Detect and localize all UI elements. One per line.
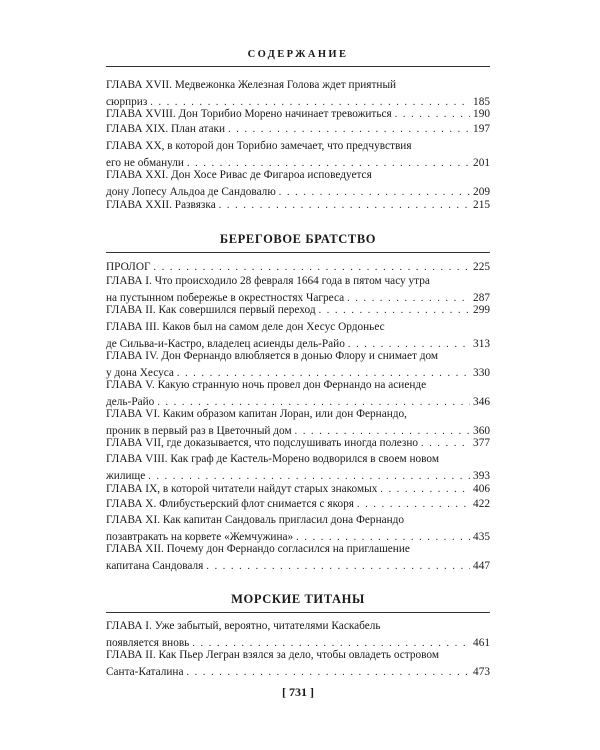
section-title: БЕРЕГОВОЕ БРАТСТВО: [219, 232, 377, 246]
entry-page-number: 190: [473, 108, 490, 120]
leader-dots: [219, 197, 470, 214]
entry-title-line: ГЛАВА III. Каков был на самом деле дон Хесус Ордоньес: [106, 321, 385, 333]
toc-entry[interactable]: [106, 451, 490, 485]
entry-title-line: ГЛАВА I. Уже забытый, вероятно, читателями Каскабель: [106, 620, 381, 632]
page-header: СОДЕРЖАНИЕ: [247, 49, 349, 60]
entry-title-cont: Санта-Каталина: [106, 666, 184, 678]
leader-dots: [206, 558, 470, 575]
toc-entry[interactable]: [106, 647, 490, 681]
toc-entry[interactable]: [106, 541, 490, 575]
toc-page: [106, 0, 490, 750]
entry-title-line: ГЛАВА VIII. Как граф де Кастель-Морено водворился в своем новом: [106, 453, 439, 465]
entry-title-cont: сюрприз: [106, 96, 148, 108]
entry-title-line: ГЛАВА IV. Дон Фернандо влюбляется в донью Флору и снимает дом: [106, 350, 439, 362]
entry-title: ПРОЛОГ: [106, 261, 151, 273]
entry-page-number: 215: [473, 199, 490, 211]
entry-title-cont: дель-Райо: [106, 396, 155, 408]
entry-page-number: 393: [473, 470, 490, 482]
entry-title-cont: появляется вновь: [106, 637, 190, 649]
entry-title-line: ГЛАВА XX, в которой дон Торибио замечает, что предчувствия: [106, 140, 412, 152]
toc-entry[interactable]: [106, 121, 490, 138]
entry-title-line: ГЛАВА I. Что происходило 28 февраля 1664 года в пятом часу утра: [106, 275, 430, 287]
entry-title-cont: жилище: [106, 470, 146, 482]
entry-page-number: 330: [473, 367, 490, 379]
entry-page-number: 313: [473, 338, 490, 350]
entry-title-line: ГЛАВА II. Как Пьер Легран взялся за дело, чтобы овладеть островом: [106, 649, 440, 661]
entry-page-number: 360: [473, 425, 490, 437]
entry-page-number: 197: [473, 123, 490, 135]
toc-entry[interactable]: [106, 496, 490, 513]
toc-entry[interactable]: [106, 302, 490, 319]
entry-page-number: 287: [473, 292, 490, 304]
entry-title-cont: капитана Сандоваля: [106, 560, 204, 572]
leader-dots: [421, 435, 470, 452]
entry-title-cont: де Сильва-и-Кастро, владелец асиенды дель-Райо: [106, 338, 345, 350]
entry-page-number: 209: [473, 186, 490, 198]
entry-page-number: 422: [473, 498, 490, 510]
entry-title-cont: позавтракать на корвете «Жемчужина»: [106, 531, 294, 543]
entry-page-number: 299: [473, 304, 490, 316]
entry-title-line: ГЛАВА XII. Почему дон Фернандо согласился на приглашение: [106, 543, 410, 555]
entry-title-line: ГЛАВА XI. Как капитан Сандоваль пригласил дона Фернандо: [106, 514, 405, 526]
page-number: [ 731 ]: [282, 685, 314, 699]
section-title: МОРСКИЕ ТИТАНЫ: [231, 592, 365, 606]
leader-dots: [357, 496, 470, 513]
entry-page-number: 406: [473, 483, 490, 495]
entry-page-number: 185: [473, 96, 490, 108]
entry-title: ГЛАВА XVIII. Дон Торибио Морено начинает тревожиться: [106, 108, 392, 120]
entry-title: ГЛАВА IX, в которой читатели найдут старых знакомых: [106, 483, 378, 495]
entry-title: ГЛАВА VII, где доказывается, что подслушивать иногда полезно: [106, 437, 419, 449]
section-divider: [106, 252, 490, 253]
entry-title-cont: его не обманули: [106, 157, 184, 169]
entry-page-number: 435: [473, 531, 490, 543]
toc-entry[interactable]: [106, 167, 490, 201]
entry-page-number: 473: [473, 666, 490, 678]
leader-dots: [228, 121, 470, 138]
section-divider: [106, 66, 490, 67]
entry-page-number: 447: [473, 560, 490, 572]
entry-page-number: 346: [473, 396, 490, 408]
leader-dots: [186, 664, 470, 681]
entry-page-number: 377: [473, 437, 490, 449]
entry-title-line: ГЛАВА VI. Каким образом капитан Лоран, или дон Фернандо,: [106, 408, 407, 420]
entry-title-line: ГЛАВА V. Какую странную ночь провел дон Фернандо на асиенде: [106, 379, 427, 391]
section-divider: [106, 612, 490, 613]
entry-title-cont: дону Лопесу Альдоа де Сандовалю: [106, 186, 276, 198]
entry-title-cont: у дона Хесуса: [106, 367, 174, 379]
entry-title: ГЛАВА XXII. Развязка: [106, 199, 216, 211]
entry-title: ГЛАВА XIX. План атаки: [106, 123, 226, 135]
entry-title-cont: проник в первый раз в Цветочный дом: [106, 425, 292, 437]
leader-dots: [319, 302, 470, 319]
entry-page-number: 201: [473, 157, 490, 169]
entry-title-line: ГЛАВА XXI. Дон Хосе Ривас де Фигароа исповедуется: [106, 169, 372, 181]
toc-entry[interactable]: [106, 435, 490, 452]
entry-page-number: 225: [473, 261, 490, 273]
entry-page-number: 461: [473, 637, 490, 649]
entry-title-line: ГЛАВА XVII. Медвежонка Железная Голова ждет приятный: [106, 79, 397, 91]
entry-title: ГЛАВА II. Как совершился первый переход: [106, 304, 316, 316]
entry-title-cont: на пустынном побережье в окрестностях Чагреса: [106, 292, 345, 304]
toc-entry[interactable]: [106, 197, 490, 214]
entry-title: ГЛАВА X. Флибустьерский флот снимается с якоря: [106, 498, 355, 510]
